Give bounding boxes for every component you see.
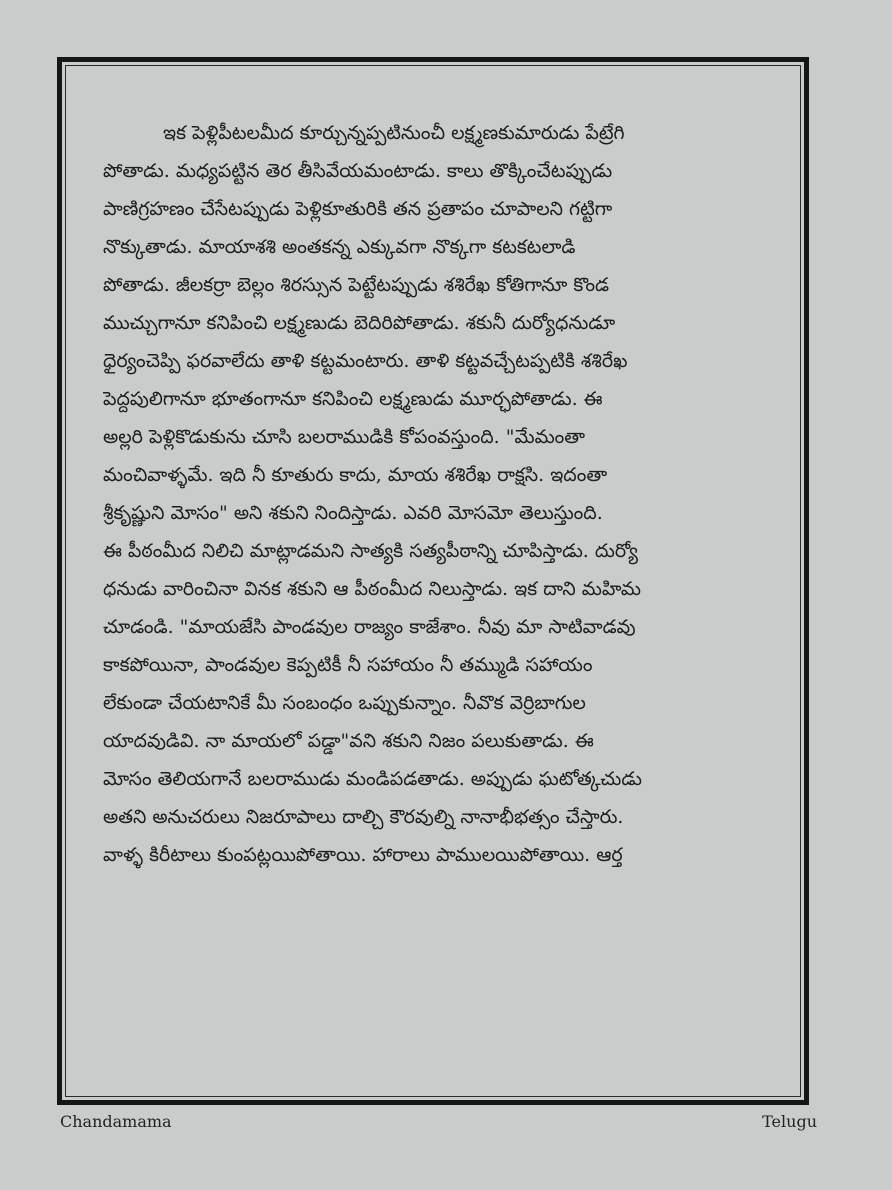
text-line: మోసం తెలియగానే బలరాముడు మండిపడతాడు. అప్పుడు ఘటోత్కచుడు (103, 768, 642, 790)
article-body (103, 114, 783, 874)
footer-language: Telugu (762, 1112, 817, 1131)
text-line: ధైర్యంచెప్పి ఫరవాలేదు తాళి కట్టమంటారు. తాళి కట్టవచ్చేటప్పటికి శశిరేఖ (103, 350, 628, 372)
text-line: యాదవుడివి. నా మాయలో పడ్డా"వని శకుని నిజం పలుకుతాడు. ఈ (103, 730, 594, 752)
text-line: పాణిగ్రహణం చేసేటప్పుడు పెళ్లికూతురికి తన ప్రతాపం చూపాలని గట్టిగా (103, 198, 613, 220)
text-line: ముచ్చుగానూ కనిపించి లక్ష్మణుడు బెదిరిపోతాడు. శకునీ దుర్యోధనుడూ (103, 312, 616, 334)
text-line: కాకపోయినా, పాండవుల కెప్పటికీ నీ సహాయం నీ తమ్ముడి సహాయం (103, 654, 593, 676)
text-line: అతని అనుచరులు నిజరూపాలు దాల్చి కౌరవుల్ని నానాభీభత్సం చేస్తారు. (103, 806, 624, 828)
text-line: వాళ్ళ కిరీటాలు కుంపట్లయిపోతాయి. హారాలు పాములయిపోతాయి. ఆర్త (103, 844, 623, 866)
text-line: నొక్కుతాడు. మాయాశశి అంతకన్న ఎక్కువగా నొక్కగా కటకటలాడి (103, 236, 576, 258)
text-line: పెద్దపులిగానూ భూతంగానూ కనిపించి లక్ష్మణుడు మూర్ఛపోతాడు. ఈ (103, 388, 603, 410)
text-line: ఇక పెళ్లిపీటలమీద కూర్చున్నప్పటినుంచీ లక్ష్మణకుమారుడు పేట్రేగి (163, 122, 625, 144)
text-line: పోతాడు. జీలకర్రా బెల్లం శిరస్సున పెట్టేటప్పుడు శశిరేఖ కోతిగానూ కొండ (103, 274, 610, 296)
footer-magazine-name: Chandamama (60, 1112, 172, 1131)
text-line: పోతాడు. మధ్యపట్టిన తెర తీసివేయమంటాడు. కాలు తొక్కించేటప్పుడు (103, 160, 613, 182)
text-line: ఈ పీఠంమీద నిలిచి మాట్లాడమని సాత్యకి సత్యపీఠాన్ని చూపిస్తాడు. దుర్యో (103, 540, 638, 562)
text-line: శ్రీకృష్ణుని మోసం" అని శకుని నిందిస్తాడు. ఎవరి మోసమో తెలుస్తుంది. (103, 502, 603, 524)
text-line: లేకుండా చేయటానికే మీ సంబంధం ఒప్పుకున్నాం. నీవొక వెర్రిబాగుల (103, 692, 586, 714)
text-line: మంచివాళ్ళమే. ఇది నీ కూతురు కాదు, మాయ శశిరేఖ రాక్షసి. ఇదంతా (103, 464, 608, 486)
text-line: చూడండి. "మాయజేసి పాండవుల రాజ్యం కాజేశాం. నీవు మా సాటివాడవు (103, 616, 636, 638)
text-line: అల్లరి పెళ్లికొడుకును చూసి బలరాముడికి కోపంవస్తుంది. "మేమంతా (103, 426, 586, 448)
text-line: ధనుడు వారించినా వినక శకుని ఆ పీఠంమీద నిలుస్తాడు. ఇక దాని మహిమ (103, 578, 641, 600)
